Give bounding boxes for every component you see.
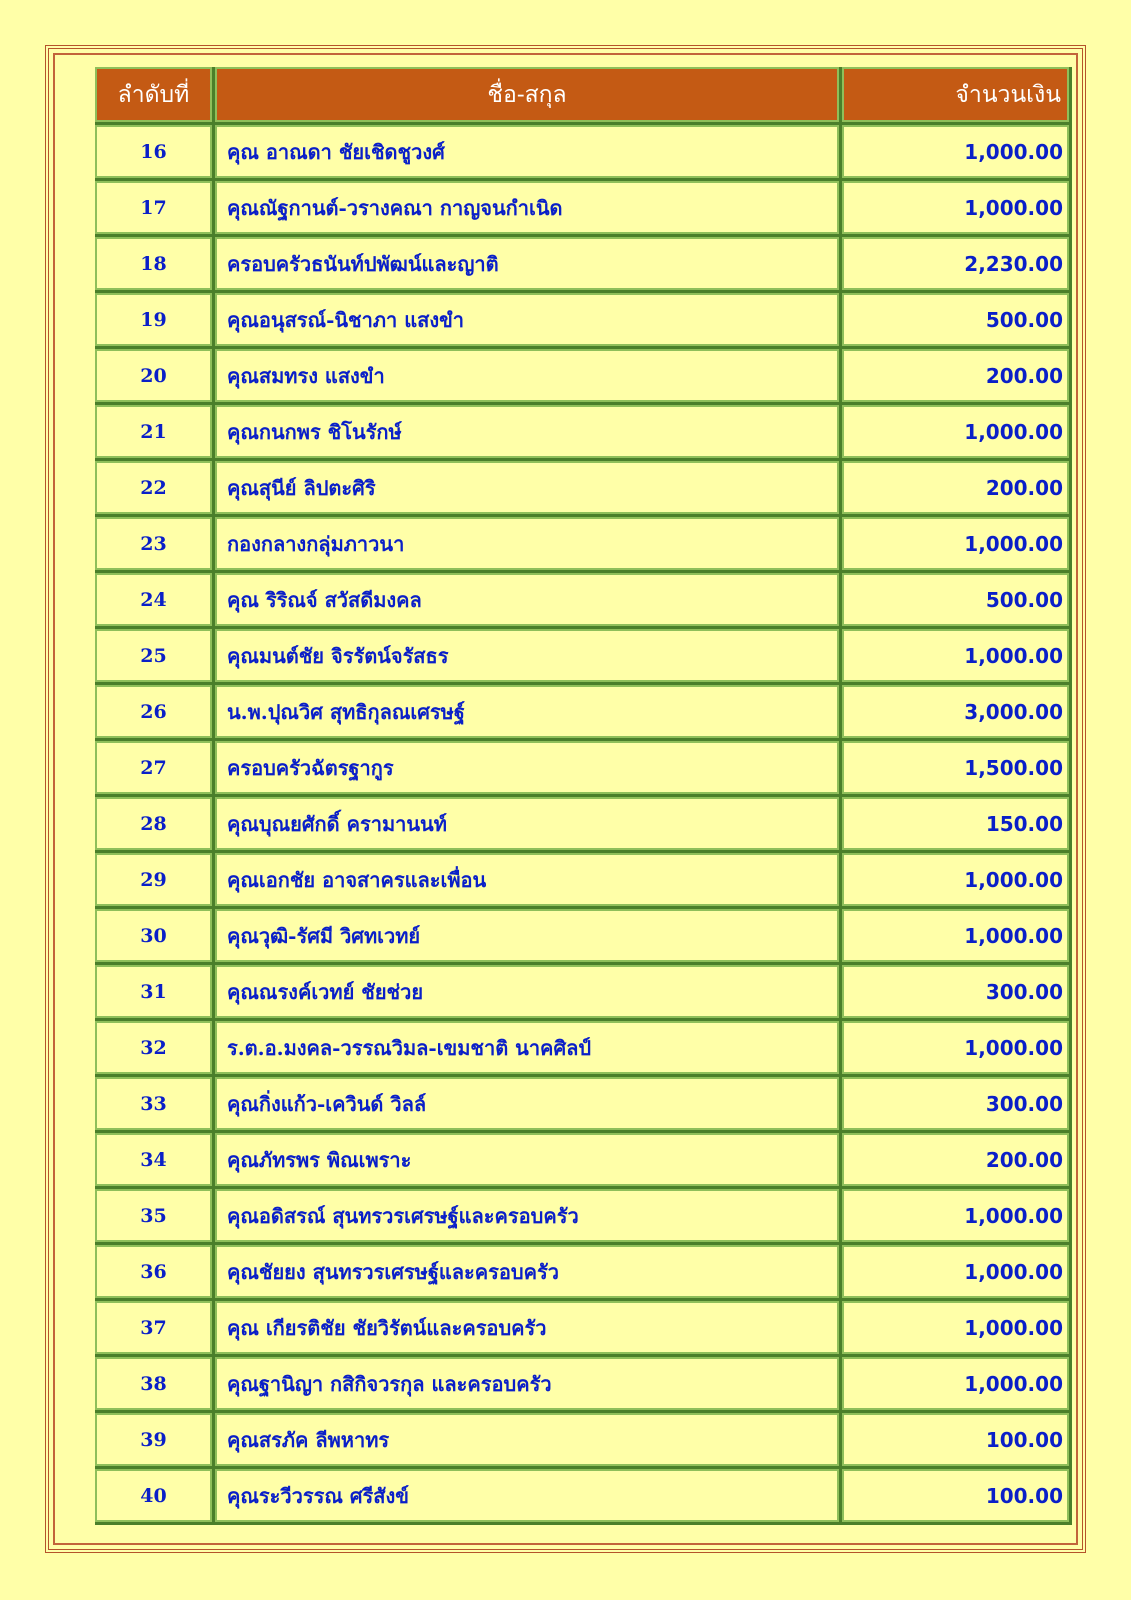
row-number-cell: 21	[95, 405, 212, 458]
table-row	[95, 461, 1069, 514]
table-row	[95, 1469, 1069, 1522]
table-row	[95, 797, 1069, 850]
amount-cell: 1,000.00	[842, 853, 1069, 906]
row-number-cell: 30	[95, 909, 212, 962]
amount-cell: 200.00	[842, 461, 1069, 514]
column-header-no: ลำดับที่	[95, 67, 212, 122]
table-row	[95, 1133, 1069, 1186]
donor-name-cell: คุณณัฐกานต์-วรางคณา กาญจนกำเนิด	[215, 181, 839, 234]
table-row	[95, 349, 1069, 402]
donor-name-cell: คุณอดิสรณ์ สุนทรวรเศรษฐ์และครอบครัว	[215, 1189, 839, 1242]
table-row	[95, 1245, 1069, 1298]
row-number-cell: 36	[95, 1245, 212, 1298]
amount-cell: 300.00	[842, 965, 1069, 1018]
table-row	[95, 1189, 1069, 1242]
amount-cell: 1,000.00	[842, 1021, 1069, 1074]
row-number-cell: 40	[95, 1469, 212, 1522]
row-number-cell: 24	[95, 573, 212, 626]
donor-name-cell: คุณเอกชัย อาจสาครและเพื่อน	[215, 853, 839, 906]
donor-name-cell: ครอบครัวธนันท์ปพัฒน์และญาติ	[215, 237, 839, 290]
row-number-cell: 20	[95, 349, 212, 402]
donor-name-cell: คุณ อาณดา ชัยเชิดชูวงศ์	[215, 125, 839, 178]
donor-name-cell: คุณณรงค์เวทย์ ชัยช่วย	[215, 965, 839, 1018]
donor-name-cell: คุณสรภัค ลีพหาทร	[215, 1413, 839, 1466]
table-row	[95, 517, 1069, 570]
amount-cell: 100.00	[842, 1469, 1069, 1522]
table-row	[95, 293, 1069, 346]
table-row	[95, 629, 1069, 682]
donor-name-cell: คุณวุฒิ-รัศมี วิศทเวทย์	[215, 909, 839, 962]
amount-cell: 2,230.00	[842, 237, 1069, 290]
row-number-cell: 33	[95, 1077, 212, 1130]
donor-name-cell: คุณสมทรง แสงขำ	[215, 349, 839, 402]
row-number-cell: 35	[95, 1189, 212, 1242]
table-row	[95, 685, 1069, 738]
amount-cell: 1,000.00	[842, 1245, 1069, 1298]
donor-name-cell: คุณภัทรพร พิณเพราะ	[215, 1133, 839, 1186]
table-header-row	[95, 67, 1069, 122]
table-row	[95, 125, 1069, 178]
amount-cell: 1,000.00	[842, 1357, 1069, 1410]
column-header-amount: จำนวนเงิน	[842, 67, 1069, 122]
amount-cell: 1,000.00	[842, 517, 1069, 570]
donor-name-cell: คุณ ริริณจ์ สวัสดีมงคล	[215, 573, 839, 626]
row-number-cell: 19	[95, 293, 212, 346]
row-number-cell: 38	[95, 1357, 212, 1410]
table-row	[95, 1301, 1069, 1354]
amount-cell: 1,000.00	[842, 909, 1069, 962]
table-row	[95, 1077, 1069, 1130]
amount-cell: 3,000.00	[842, 685, 1069, 738]
table-row	[95, 853, 1069, 906]
row-number-cell: 39	[95, 1413, 212, 1466]
table-row	[95, 1021, 1069, 1074]
donor-name-cell: ร.ต.อ.มงคล-วรรณวิมล-เขมชาติ นาคศิลป์	[215, 1021, 839, 1074]
table-row	[95, 965, 1069, 1018]
table-row	[95, 1413, 1069, 1466]
amount-cell: 200.00	[842, 349, 1069, 402]
amount-cell: 300.00	[842, 1077, 1069, 1130]
row-number-cell: 28	[95, 797, 212, 850]
table-row	[95, 237, 1069, 290]
table-row	[95, 741, 1069, 794]
donor-name-cell: คุณฐานิญา กสิกิจวรกุล และครอบครัว	[215, 1357, 839, 1410]
row-number-cell: 23	[95, 517, 212, 570]
donor-table	[95, 67, 1072, 1525]
row-number-cell: 18	[95, 237, 212, 290]
row-number-cell: 37	[95, 1301, 212, 1354]
row-number-cell: 17	[95, 181, 212, 234]
column-header-name: ชื่อ-สกุล	[215, 67, 839, 122]
donor-name-cell: คุณ เกียรติชัย ชัยวิรัตน์และครอบครัว	[215, 1301, 839, 1354]
donor-name-cell: คุณกิ่งแก้ว-เควินด์ วิลล์	[215, 1077, 839, 1130]
table-row	[95, 1357, 1069, 1410]
donor-name-cell: คุณระวีวรรณ ศรีสังข์	[215, 1469, 839, 1522]
donor-name-cell: ครอบครัวฉัตรฐากูร	[215, 741, 839, 794]
row-number-cell: 16	[95, 125, 212, 178]
amount-cell: 1,000.00	[842, 405, 1069, 458]
amount-cell: 500.00	[842, 293, 1069, 346]
table-row	[95, 405, 1069, 458]
donor-name-cell: คุณมนต์ชัย จิรรัตน์จรัสธร	[215, 629, 839, 682]
amount-cell: 200.00	[842, 1133, 1069, 1186]
table-body	[95, 125, 1069, 1522]
donor-name-cell: คุณชัยยง สุนทรวรเศรษฐ์และครอบครัว	[215, 1245, 839, 1298]
amount-cell: 500.00	[842, 573, 1069, 626]
row-number-cell: 32	[95, 1021, 212, 1074]
row-number-cell: 27	[95, 741, 212, 794]
amount-cell: 1,000.00	[842, 125, 1069, 178]
amount-cell: 150.00	[842, 797, 1069, 850]
amount-cell: 1,500.00	[842, 741, 1069, 794]
row-number-cell: 29	[95, 853, 212, 906]
table-row	[95, 573, 1069, 626]
donor-name-cell: คุณสุนีย์ ลิปตะศิริ	[215, 461, 839, 514]
amount-cell: 1,000.00	[842, 181, 1069, 234]
row-number-cell: 26	[95, 685, 212, 738]
amount-cell: 1,000.00	[842, 1301, 1069, 1354]
amount-cell: 1,000.00	[842, 629, 1069, 682]
amount-cell: 1,000.00	[842, 1189, 1069, 1242]
donor-name-cell: กองกลางกลุ่มภาวนา	[215, 517, 839, 570]
donor-table-container	[95, 67, 1075, 1545]
donor-name-cell: คุณบุณยศักดิ์ ครามานนท์	[215, 797, 839, 850]
row-number-cell: 25	[95, 629, 212, 682]
table-row	[95, 909, 1069, 962]
donor-name-cell: น.พ.ปุณวิศ สุทธิกุลณเศรษฐ์	[215, 685, 839, 738]
row-number-cell: 22	[95, 461, 212, 514]
amount-cell: 100.00	[842, 1413, 1069, 1466]
donor-name-cell: คุณอนุสรณ์-นิชาภา แสงขำ	[215, 293, 839, 346]
donor-name-cell: คุณกนกพร ชิโนรักษ์	[215, 405, 839, 458]
row-number-cell: 31	[95, 965, 212, 1018]
table-row	[95, 181, 1069, 234]
row-number-cell: 34	[95, 1133, 212, 1186]
